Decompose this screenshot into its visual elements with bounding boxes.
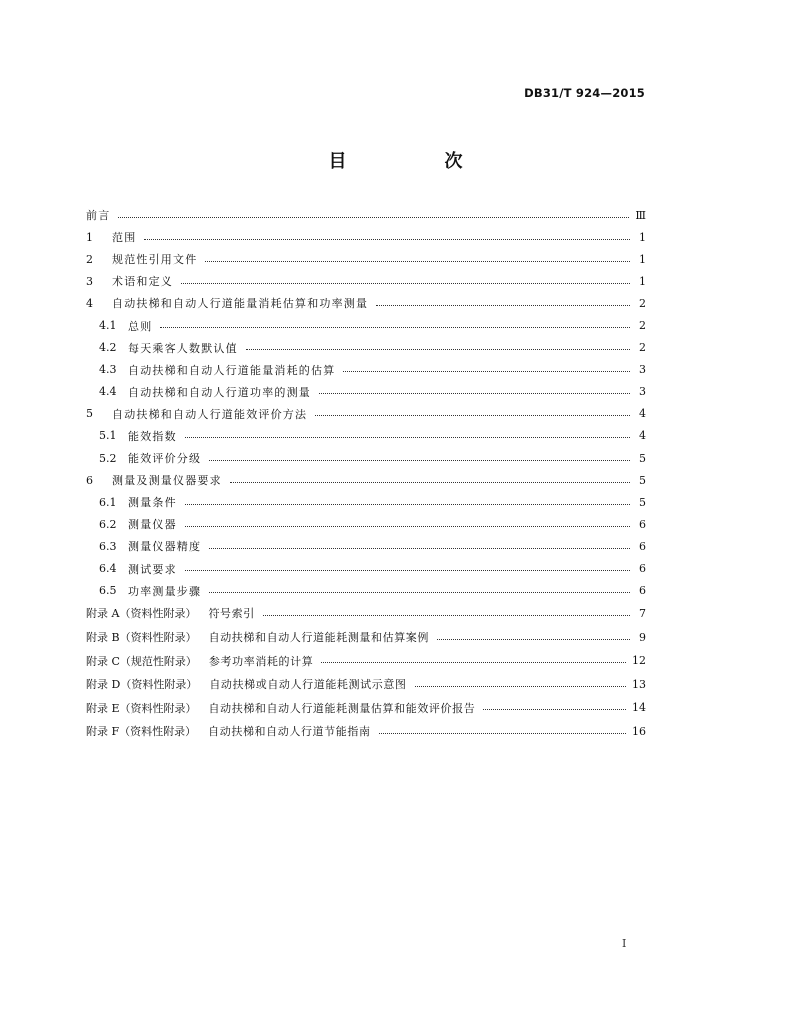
toc-entry-number: 附录 D（资料性附录）	[86, 678, 198, 692]
toc-entry-label: 测试要求	[128, 562, 177, 576]
dot-leader	[185, 526, 630, 527]
toc-entry-page: 4	[639, 429, 646, 443]
toc-entry-number: 6.2	[99, 517, 117, 531]
dot-leader	[415, 686, 626, 687]
toc-entry-label: 自动扶梯和自动人行道功率的测量	[128, 385, 311, 399]
dot-leader	[181, 283, 630, 284]
toc-entry-page: 6	[639, 584, 646, 598]
toc-entry-number: 附录 F（资料性附录）	[86, 725, 197, 739]
toc-entry-page: 5	[639, 495, 646, 509]
toc-entry-label: 自动扶梯和自动人行道节能指南	[208, 725, 371, 739]
dot-leader	[230, 482, 630, 483]
toc-entry-page: 9	[639, 630, 646, 644]
dot-leader	[160, 327, 630, 328]
toc-entry[interactable]	[86, 469, 646, 491]
toc-entry-label: 测量仪器精度	[128, 540, 202, 554]
toc-entry-label: 范围	[112, 231, 137, 245]
dot-leader	[209, 592, 630, 593]
toc-entry[interactable]	[86, 204, 646, 226]
toc-entry-number: 6.5	[99, 584, 117, 598]
toc-entry-number: 附录 A（资料性附录）	[86, 607, 197, 621]
toc-entry-page: 2	[639, 341, 646, 355]
dot-leader	[185, 504, 630, 505]
toc-entry-number: 6.4	[99, 562, 117, 576]
dot-leader	[118, 217, 629, 218]
toc-entry[interactable]	[86, 292, 646, 314]
toc-entry[interactable]	[86, 580, 646, 602]
toc-entry-page: 13	[632, 677, 646, 691]
table-of-contents	[86, 204, 646, 743]
toc-entry[interactable]	[86, 602, 646, 626]
toc-entry-label: 能效指数	[128, 429, 177, 443]
toc-entry-label: 测量仪器	[128, 518, 177, 532]
toc-entry-label: 自动扶梯和自动人行道能量消耗的估算	[128, 363, 336, 377]
dot-leader	[185, 570, 630, 571]
toc-entry[interactable]	[86, 381, 646, 403]
dot-leader	[144, 239, 630, 240]
toc-entry[interactable]	[86, 535, 646, 557]
toc-entry-page: Ⅲ	[635, 208, 646, 222]
document-code: DB31/T 924—2015	[524, 86, 645, 100]
toc-entry-number: 附录 B（资料性附录）	[86, 631, 197, 645]
toc-entry-page: 3	[639, 363, 646, 377]
toc-entry-page: 12	[632, 654, 646, 668]
dot-leader	[209, 548, 630, 549]
toc-entry-label: 规范性引用文件	[112, 253, 198, 267]
dot-leader	[437, 639, 630, 640]
toc-entry-page: 2	[639, 296, 646, 310]
toc-entry-label: 测量条件	[128, 496, 177, 510]
toc-entry-label: 自动扶梯和自动人行道能量消耗估算和功率测量	[112, 297, 369, 311]
toc-entry-page: 1	[639, 252, 646, 266]
toc-entry-label: 符号索引	[208, 607, 255, 621]
toc-entry-page: 7	[639, 606, 646, 620]
toc-entry-page: 1	[639, 230, 646, 244]
dot-leader	[376, 305, 630, 306]
toc-entry[interactable]	[86, 513, 646, 535]
page-number: I	[622, 937, 627, 950]
toc-entry-label: 总则	[128, 319, 153, 333]
dot-leader	[209, 460, 630, 461]
toc-entry[interactable]	[86, 672, 646, 696]
toc-entry-page: 16	[632, 724, 646, 738]
dot-leader	[315, 415, 630, 416]
toc-entry-number: 5.1	[99, 429, 117, 443]
toc-entry[interactable]	[86, 720, 646, 744]
toc-entry-page: 3	[639, 385, 646, 399]
dot-leader	[321, 662, 626, 663]
toc-entry-label: 自动扶梯和自动人行道能耗测量估算和能效评价报告	[208, 701, 476, 715]
toc-entry-number: 4.3	[99, 363, 117, 377]
toc-entry[interactable]	[86, 696, 646, 720]
toc-entry[interactable]	[86, 270, 646, 292]
toc-entry-number: 3	[86, 274, 93, 288]
toc-entry[interactable]	[86, 425, 646, 447]
toc-entry-label: 前言	[86, 209, 111, 223]
toc-entry[interactable]	[86, 337, 646, 359]
dot-leader	[483, 709, 626, 710]
toc-entry-page: 6	[639, 539, 646, 553]
dot-leader	[263, 615, 630, 616]
toc-entry-label: 自动扶梯和自动人行道能效评价方法	[112, 407, 308, 421]
toc-entry-number: 4.1	[99, 319, 117, 333]
toc-entry[interactable]	[86, 649, 646, 673]
dot-leader	[246, 349, 630, 350]
toc-entry-page: 5	[639, 451, 646, 465]
toc-entry-page: 14	[632, 701, 646, 715]
toc-entry-label: 功率测量步骤	[128, 584, 202, 598]
toc-entry-page: 6	[639, 517, 646, 531]
dot-leader	[205, 261, 630, 262]
toc-entry-label: 自动扶梯和自动人行道能耗测量和估算案例	[208, 631, 429, 645]
page-title: 目 次	[328, 151, 503, 172]
toc-entry[interactable]	[86, 359, 646, 381]
toc-entry[interactable]	[86, 403, 646, 425]
toc-entry-label: 自动扶梯或自动人行道能耗测试示意图	[209, 678, 407, 692]
toc-entry-label: 测量及测量仪器要求	[112, 474, 222, 488]
dot-leader	[379, 733, 626, 734]
toc-entry[interactable]	[86, 625, 646, 649]
toc-entry-page: 6	[639, 562, 646, 576]
toc-entry-page: 4	[639, 407, 646, 421]
dot-leader	[343, 371, 630, 372]
toc-entry-number: 附录 C（规范性附录）	[86, 654, 197, 668]
dot-leader	[319, 393, 630, 394]
toc-entry-number: 4	[86, 296, 93, 310]
toc-entry-label: 参考功率消耗的计算	[208, 654, 314, 668]
toc-entry[interactable]	[86, 314, 646, 336]
toc-entry-number: 6.1	[99, 495, 117, 509]
toc-entry-number: 6	[86, 473, 93, 487]
toc-entry-number: 5	[86, 407, 93, 421]
toc-entry-label: 术语和定义	[112, 275, 173, 289]
toc-entry-page: 5	[639, 473, 646, 487]
toc-entry-number: 4.4	[99, 385, 117, 399]
toc-entry[interactable]	[86, 447, 646, 469]
toc-entry-number: 6.3	[99, 539, 117, 553]
toc-entry-page: 2	[639, 319, 646, 333]
toc-entry[interactable]	[86, 558, 646, 580]
toc-entry-number: 2	[86, 252, 93, 266]
toc-entry-number: 1	[86, 230, 93, 244]
dot-leader	[185, 437, 630, 438]
toc-entry[interactable]	[86, 226, 646, 248]
toc-entry-label: 每天乘客人数默认值	[128, 341, 238, 355]
toc-entry-number: 5.2	[99, 451, 117, 465]
toc-entry-number: 4.2	[99, 341, 117, 355]
toc-entry-number: 附录 E（资料性附录）	[86, 701, 197, 715]
toc-entry[interactable]	[86, 491, 646, 513]
toc-entry-page: 1	[639, 274, 646, 288]
toc-entry-label: 能效评价分级	[128, 452, 202, 466]
toc-entry[interactable]	[86, 248, 646, 270]
